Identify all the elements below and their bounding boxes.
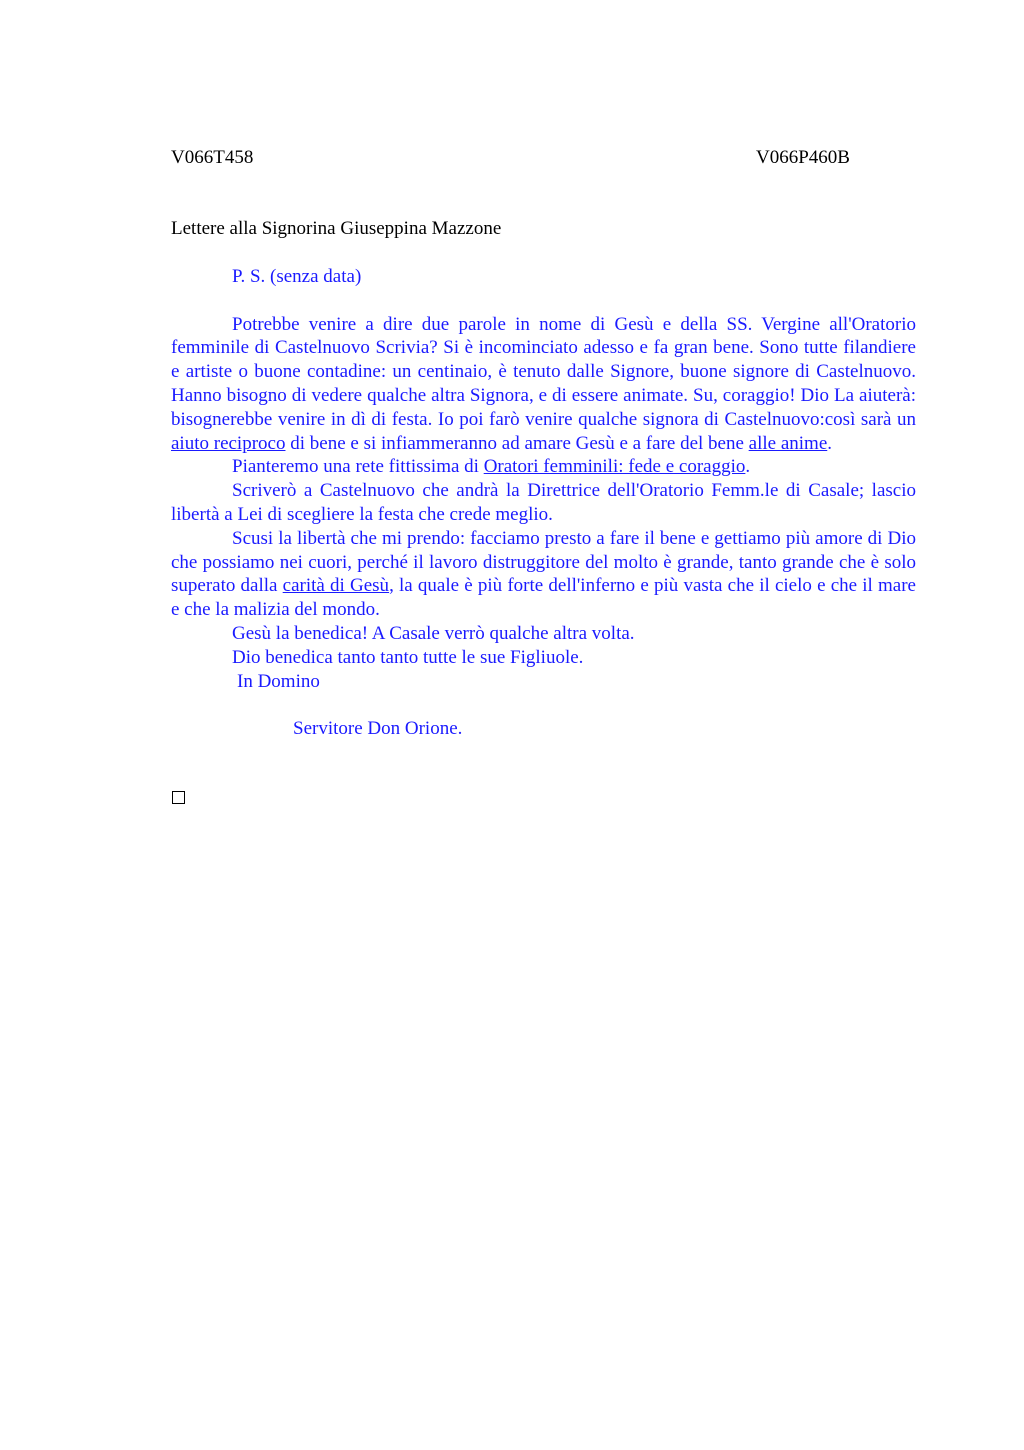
paragraph-4-text-b: , la quale è più forte dell'inferno e più vasta che il cielo e che il mare e che la malizia del mondo.: [171, 575, 916, 621]
paragraph-5: Gesù la benedica! A Casale verrò qualche altra volta.: [232, 622, 635, 644]
paragraph-3: Scriverò a Castelnuovo che andrà la Direttrice dell'Oratorio Femm.le di Casale; lascio libertà a Lei di scegliere la festa che crede meglio.: [171, 480, 916, 525]
paragraph-2: [171, 455, 916, 479]
underlined-aiuto-reciproco: aiuto reciproco: [171, 432, 286, 454]
document-code-right: V066P460B: [756, 147, 850, 168]
paragraph-4: [171, 527, 916, 622]
document-title: Lettere alla Signorina Giuseppina Mazzone: [171, 218, 502, 239]
paragraph-1-text-a: Potrebbe venire a dire due parole in nome di Gesù e della SS. Vergine all'Oratorio femminile di Castelnuovo Scrivia? Si è incominciato adesso e fa gran bene. Sono tutte filandiere e artiste o buone contadine: un centinaio, è tenuto dalle Signore, buone signore di Castelnuovo. Hanno bisogno di vedere qualche altra Signora, e di essere animate. Su, coraggio! Dio La aiuterà: bisognerebbe venire in dì di festa. Io poi farò venire qualche signora di Castelnuovo:così sarà un: [171, 313, 916, 430]
postscript-heading: P. S. (senza data): [232, 266, 362, 287]
underlined-oratori-femminili: Oratori femminili: fede e coraggio: [483, 456, 746, 478]
paragraph-1-text-c: .: [827, 432, 833, 454]
paragraph-4-text-a: Scusi la libertà che mi prendo: facciamo presto a fare il bene e gettiamo più amore di Dio che possiamo nei cuori, perché il lavoro distruggitore del molto è grande, tanto grande che è solo superato dalla: [171, 527, 916, 597]
document-code-left: V066T458: [171, 147, 254, 168]
closing-in-domino: In Domino: [237, 670, 320, 692]
paragraph-1-text-b: di bene e si infiammeranno ad amare Gesù e a fare del bene: [285, 432, 749, 454]
signature: Servitore Don Orione.: [293, 718, 463, 740]
letter-body: [171, 265, 916, 741]
underlined-carita-di-gesu: carità di Gesù: [282, 575, 390, 597]
paragraph-6: Dio benedica tanto tanto tutte le sue Figliuole.: [232, 646, 584, 668]
underlined-alle-anime: alle anime: [748, 432, 828, 454]
paragraph-2-text-b: .: [745, 456, 751, 478]
paragraph-1: [171, 313, 916, 456]
paragraph-2-text-a: Pianteremo una rete fittissima di: [232, 456, 484, 478]
empty-box-symbol: [172, 791, 185, 804]
